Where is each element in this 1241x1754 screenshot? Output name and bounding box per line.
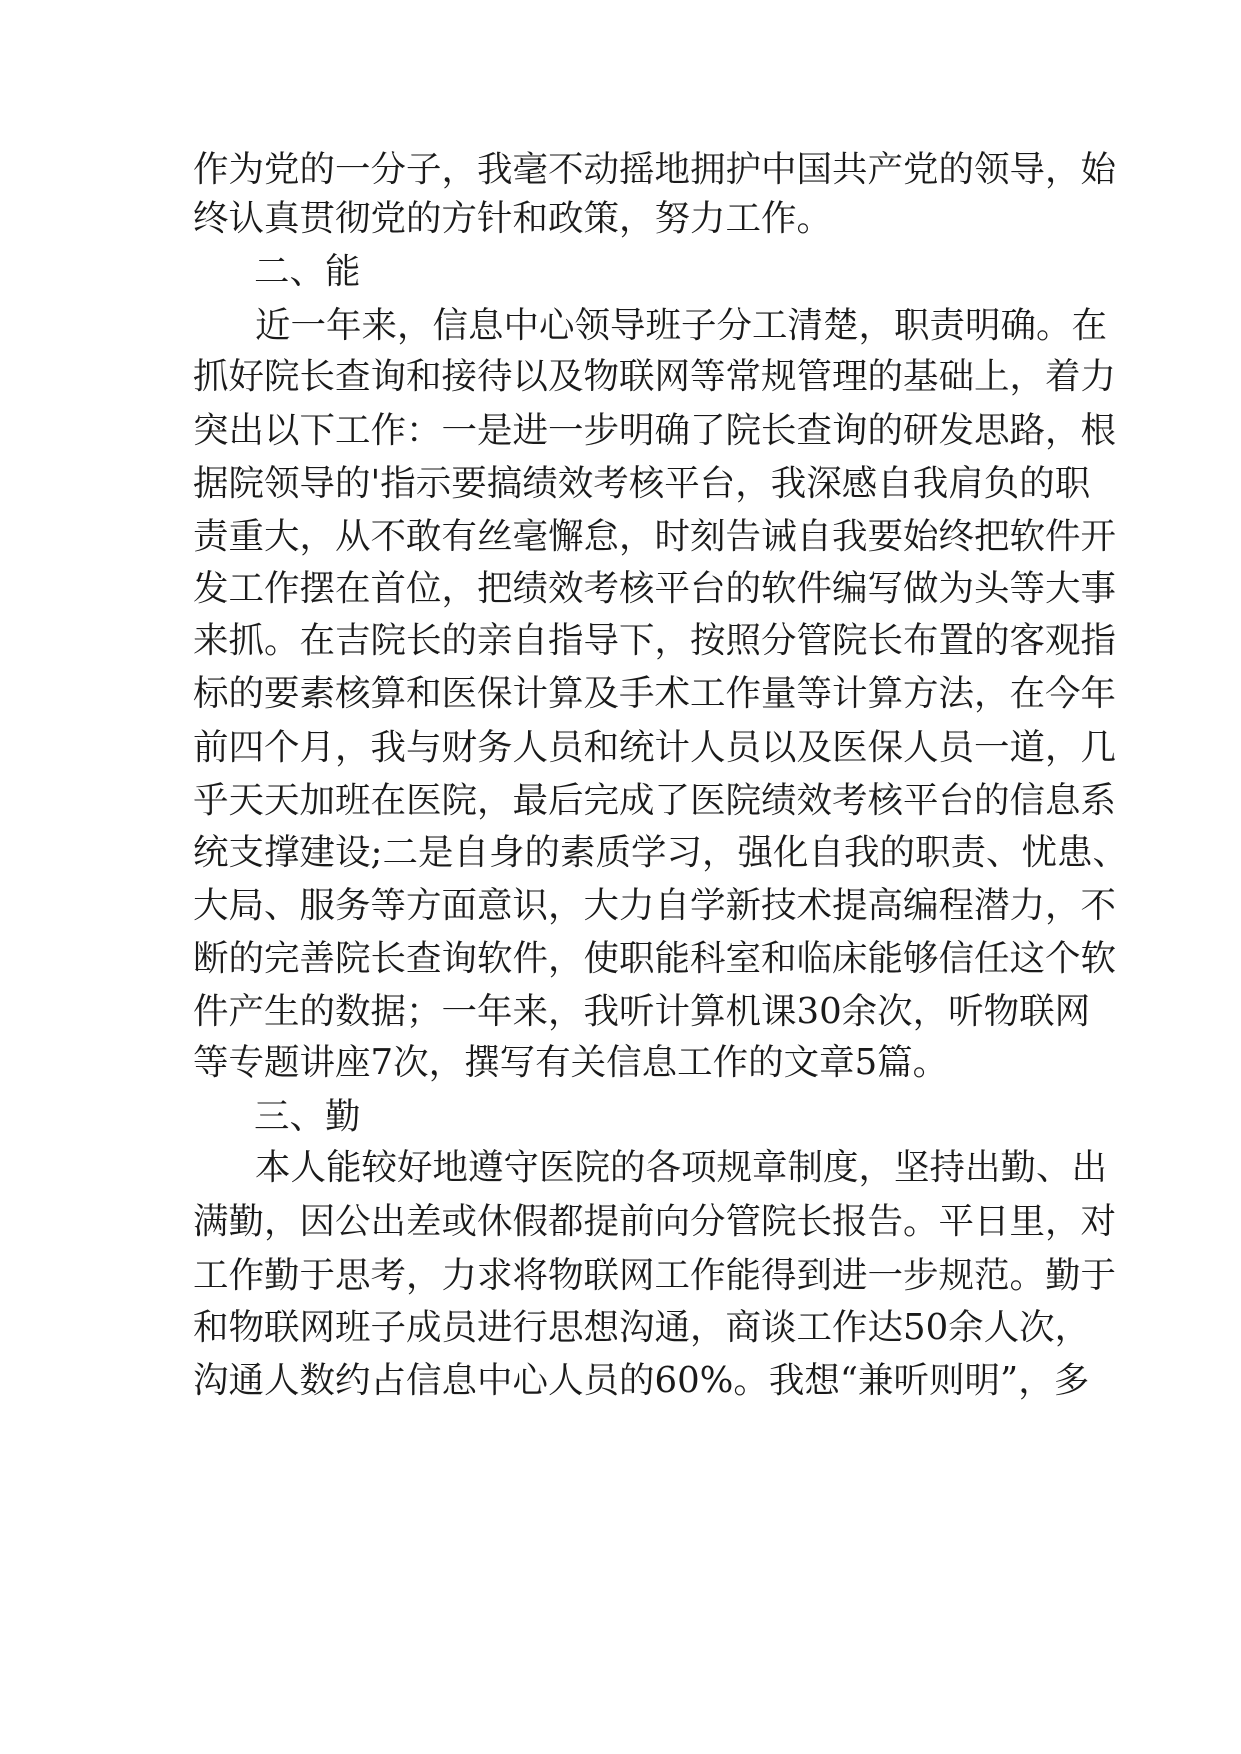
body-text-line: 满勤，因公出差或休假都提前向分管院长报告。平日里，对 bbox=[193, 1201, 1117, 1242]
body-text-line: 工作勤于思考，力求将物联网工作能得到进一步规范。勤于 bbox=[193, 1255, 1117, 1296]
body-text-line: 突出以下工作：一是进一步明确了院长查询的研发思路，根 bbox=[193, 410, 1117, 451]
body-text-line: 抓好院长查询和接待以及物联网等常规管理的基础上，着力 bbox=[193, 356, 1117, 397]
body-text-line: 等专题讲座7次，撰写有关信息工作的文章5篇。 bbox=[193, 1042, 949, 1083]
body-text-line: 乎天天加班在医院，最后完成了医院绩效考核平台的信息系 bbox=[193, 780, 1117, 821]
paragraph-first-line: 本人能较好地遵守医院的各项规章制度，坚持出勤、出 bbox=[255, 1147, 1108, 1188]
body-text-line: 发工作摆在首位，把绩效考核平台的软件编写做为头等大事 bbox=[193, 568, 1117, 609]
body-text-line: 来抓。在吉院长的亲自指导下，按照分管院长布置的客观指 bbox=[193, 620, 1117, 661]
body-text-line: 件产生的数据；一年来，我听计算机课30余次，听物联网 bbox=[193, 991, 1091, 1032]
body-text-line: 沟通人数约占信息中心人员的60%。我想“兼听则明”，多 bbox=[193, 1360, 1090, 1401]
section-heading-diligence: 三、勤 bbox=[254, 1096, 361, 1137]
body-text-line: 责重大，从不敢有丝毫懈怠，时刻告诫自我要始终把软件开 bbox=[193, 516, 1117, 557]
section-heading-ability: 二、能 bbox=[254, 251, 361, 292]
paragraph-first-line: 近一年来，信息中心领导班子分工清楚，职责明确。在 bbox=[255, 305, 1108, 346]
body-text-line: 标的要素核算和医保计算及手术工作量等计算方法，在今年 bbox=[193, 673, 1117, 714]
body-text-line: 作为党的一分子，我毫不动摇地拥护中国共产党的领导，始 bbox=[193, 149, 1117, 190]
body-text-line: 和物联网班子成员进行思想沟通，商谈工作达50余人次， bbox=[193, 1307, 1091, 1348]
body-text-line: 终认真贯彻党的方针和政策，努力工作。 bbox=[193, 198, 833, 239]
body-text-line: 据院领导的'指示要搞绩效考核平台，我深感自我肩负的职 bbox=[193, 463, 1091, 504]
body-text-line: 前四个月，我与财务人员和统计人员以及医保人员一道，几 bbox=[193, 727, 1117, 768]
body-text-line: 断的完善院长查询软件，使职能科室和临床能够信任这个软 bbox=[193, 938, 1117, 979]
body-text-line: 统支撑建设;二是自身的素质学习，强化自我的职责、忧患、 bbox=[193, 832, 1128, 873]
body-text-line: 大局、服务等方面意识，大力自学新技术提高编程潜力，不 bbox=[193, 885, 1117, 926]
